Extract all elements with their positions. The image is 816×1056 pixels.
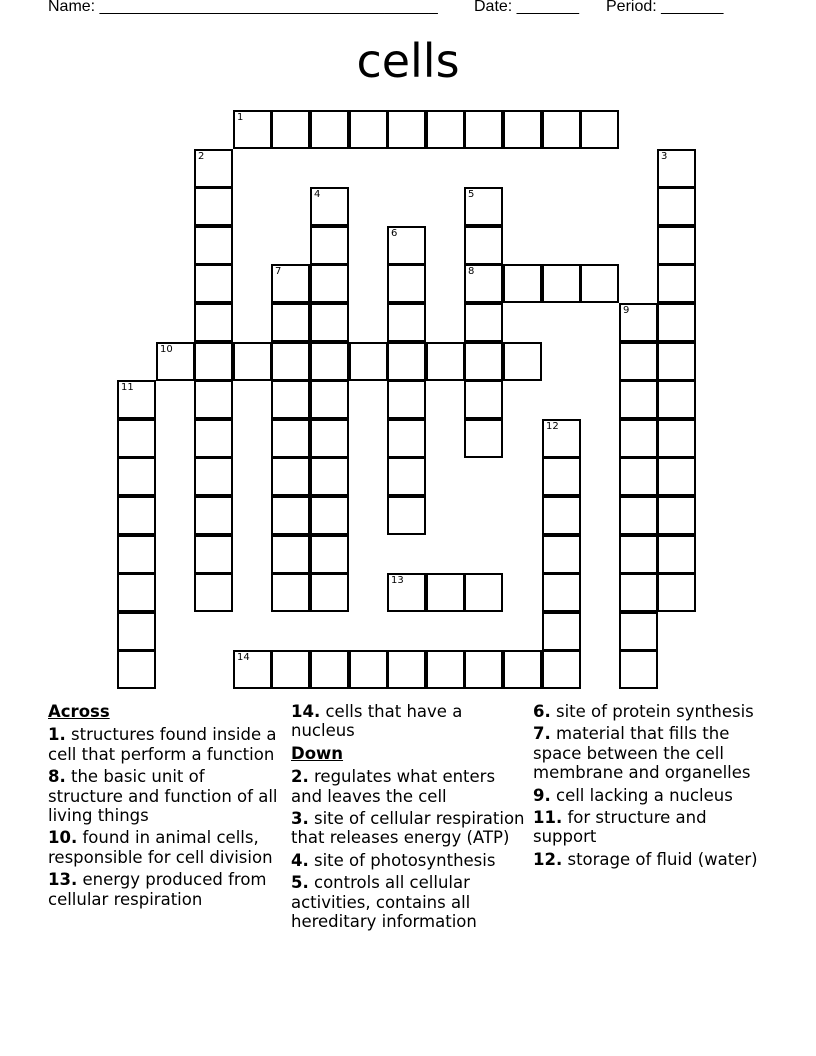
clue-across-14: 14. cells that have a nucleus [291,702,463,741]
grid-cell[interactable] [542,496,581,535]
grid-cell[interactable] [271,342,310,381]
grid-cell[interactable] [464,380,503,419]
clue-number: 4 [314,189,321,200]
grid-cell[interactable] [194,149,233,188]
grid-cell[interactable] [387,264,426,303]
grid-cell[interactable] [233,110,272,149]
grid-cell[interactable] [657,187,696,226]
clue-across-10: 10. found in animal cells, responsible for cell division [48,828,273,867]
grid-cell[interactable] [156,342,195,381]
grid-cell[interactable] [194,457,233,496]
grid-cell[interactable] [657,380,696,419]
date-field-label: Date: _______ [474,0,579,15]
grid-cell[interactable] [387,573,426,612]
grid-cell[interactable] [387,650,426,689]
grid-cell[interactable] [310,303,349,342]
grid-cell[interactable] [194,226,233,265]
grid-cell[interactable] [349,342,388,381]
grid-cell[interactable] [619,380,658,419]
clue-number: 3 [661,151,668,162]
grid-cell[interactable] [194,342,233,381]
grid-cell[interactable] [619,303,658,342]
grid-cell[interactable] [310,342,349,381]
grid-cell[interactable] [117,457,156,496]
grid-cell[interactable] [271,419,310,458]
grid-cell[interactable] [464,342,503,381]
grid-cell[interactable] [310,650,349,689]
grid-cell[interactable] [387,380,426,419]
grid-cell[interactable] [657,573,696,612]
clue-down-6: 6. site of protein synthesis [533,702,754,721]
grid-cell[interactable] [310,419,349,458]
grid-cell[interactable] [310,187,349,226]
clue-number: 8 [468,266,475,277]
grid-cell[interactable] [464,110,503,149]
grid-cell[interactable] [310,457,349,496]
grid-cell[interactable] [117,419,156,458]
grid-cell[interactable] [310,226,349,265]
grid-cell[interactable] [194,187,233,226]
grid-cell[interactable] [194,496,233,535]
grid-cell[interactable] [657,303,696,342]
down-heading: Down [291,743,344,763]
grid-cell[interactable] [619,457,658,496]
grid-cell[interactable] [271,457,310,496]
clue-down-9: 9. cell lacking a nucleus [533,785,733,805]
grid-cell[interactable] [117,496,156,535]
grid-cell[interactable] [271,264,310,303]
grid-cell[interactable] [619,573,658,612]
grid-cell[interactable] [426,573,465,612]
grid-cell[interactable] [349,110,388,149]
grid-cell[interactable] [117,380,156,419]
grid-cell[interactable] [464,419,503,458]
grid-cell[interactable] [387,342,426,381]
grid-cell[interactable] [349,650,388,689]
grid-cell[interactable] [117,612,156,651]
grid-cell[interactable] [233,342,272,381]
clue-number: 2 [198,151,205,162]
clue-across-1: 1. structures found inside a cell that perform a function [48,725,277,764]
grid-cell[interactable] [657,419,696,458]
puzzle-title: cells [356,34,460,88]
clue-down-2: 2. regulates what enters and leaves the cell [291,767,496,806]
grid-cell[interactable] [464,303,503,342]
grid-cell[interactable] [271,380,310,419]
grid-cell[interactable] [542,650,581,689]
grid-cell[interactable] [271,496,310,535]
clues-column-2 [291,702,526,934]
grid-cell[interactable] [310,496,349,535]
grid-cell[interactable] [194,380,233,419]
grid-cell[interactable] [310,110,349,149]
grid-cell[interactable] [271,535,310,574]
clue-number: 7 [275,266,282,277]
grid-cell[interactable] [657,264,696,303]
grid-cell[interactable] [542,264,581,303]
clue-number: 1 [237,112,244,123]
grid-cell[interactable] [619,342,658,381]
grid-cell[interactable] [542,535,581,574]
grid-cell[interactable] [387,226,426,265]
grid-cell[interactable] [657,496,696,535]
grid-cell[interactable] [542,457,581,496]
clue-number: 12 [546,421,559,432]
clues-column-3 [533,702,773,872]
grid-cell[interactable] [194,535,233,574]
grid-cell[interactable] [619,612,658,651]
clue-down-5: 5. controls all cellular activities, contains all hereditary information [291,873,477,932]
grid-cell[interactable] [117,535,156,574]
clue-number: 6 [391,228,398,239]
name-field-label: Name: ______________________________________ [48,0,438,15]
clue-down-4: 4. site of photosynthesis [291,850,496,870]
grid-cell[interactable] [310,380,349,419]
grid-cell[interactable] [194,419,233,458]
clue-down-12: 12. storage of fluid (water) [533,849,758,869]
grid-cell[interactable] [194,573,233,612]
clues-column-1 [48,702,283,912]
grid-cell[interactable] [310,264,349,303]
grid-cell[interactable] [503,264,542,303]
clue-number: 5 [468,189,475,200]
clue-across-13: 13. energy produced from cellular respiration [48,870,267,909]
grid-cell[interactable] [542,612,581,651]
grid-cell[interactable] [387,496,426,535]
grid-cell[interactable] [426,650,465,689]
grid-cell[interactable] [194,303,233,342]
grid-cell[interactable] [619,419,658,458]
grid-cell[interactable] [271,573,310,612]
grid-cell[interactable] [503,650,542,689]
grid-cell[interactable] [542,573,581,612]
grid-cell[interactable] [271,650,310,689]
clue-number: 14 [237,652,250,663]
grid-cell[interactable] [657,535,696,574]
grid-cell[interactable] [580,264,619,303]
grid-cell[interactable] [503,342,542,381]
clue-number: 10 [160,344,173,355]
grid-cell[interactable] [657,457,696,496]
grid-cell[interactable] [387,110,426,149]
grid-cell[interactable] [271,110,310,149]
grid-cell[interactable] [464,264,503,303]
grid-cell[interactable] [310,573,349,612]
clue-down-3: 3. site of cellular respiration that releases energy (ATP) [291,809,525,848]
grid-cell[interactable] [657,226,696,265]
clue-number: 9 [623,305,630,316]
grid-cell[interactable] [619,650,658,689]
grid-cell[interactable] [619,535,658,574]
grid-cell[interactable] [464,573,503,612]
grid-cell[interactable] [580,110,619,149]
clue-down-7: 7. material that fills the space between the cell membrane and organelles [533,724,751,783]
grid-cell[interactable] [657,342,696,381]
grid-cell[interactable] [542,419,581,458]
clue-across-8: 8. the basic unit of structure and function of all living things [48,767,278,826]
grid-cell[interactable] [387,303,426,342]
grid-cell[interactable] [117,573,156,612]
period-field-label: Period: _______ [606,0,724,15]
grid-cell[interactable] [619,496,658,535]
grid-cell[interactable] [464,650,503,689]
grid-cell[interactable] [464,187,503,226]
grid-cell[interactable] [464,226,503,265]
grid-cell[interactable] [271,303,310,342]
across-heading: Across [48,702,110,721]
grid-cell[interactable] [503,110,542,149]
grid-cell[interactable] [387,419,426,458]
clue-number: 11 [121,382,134,393]
clue-number: 13 [391,575,404,586]
grid-cell[interactable] [194,264,233,303]
grid-cell[interactable] [657,149,696,188]
grid-cell[interactable] [542,110,581,149]
clue-down-11: 11. for structure and support [533,808,707,847]
grid-cell[interactable] [426,110,465,149]
grid-cell[interactable] [310,535,349,574]
grid-cell[interactable] [117,650,156,689]
grid-cell[interactable] [426,342,465,381]
grid-cell[interactable] [387,457,426,496]
grid-cell[interactable] [233,650,272,689]
